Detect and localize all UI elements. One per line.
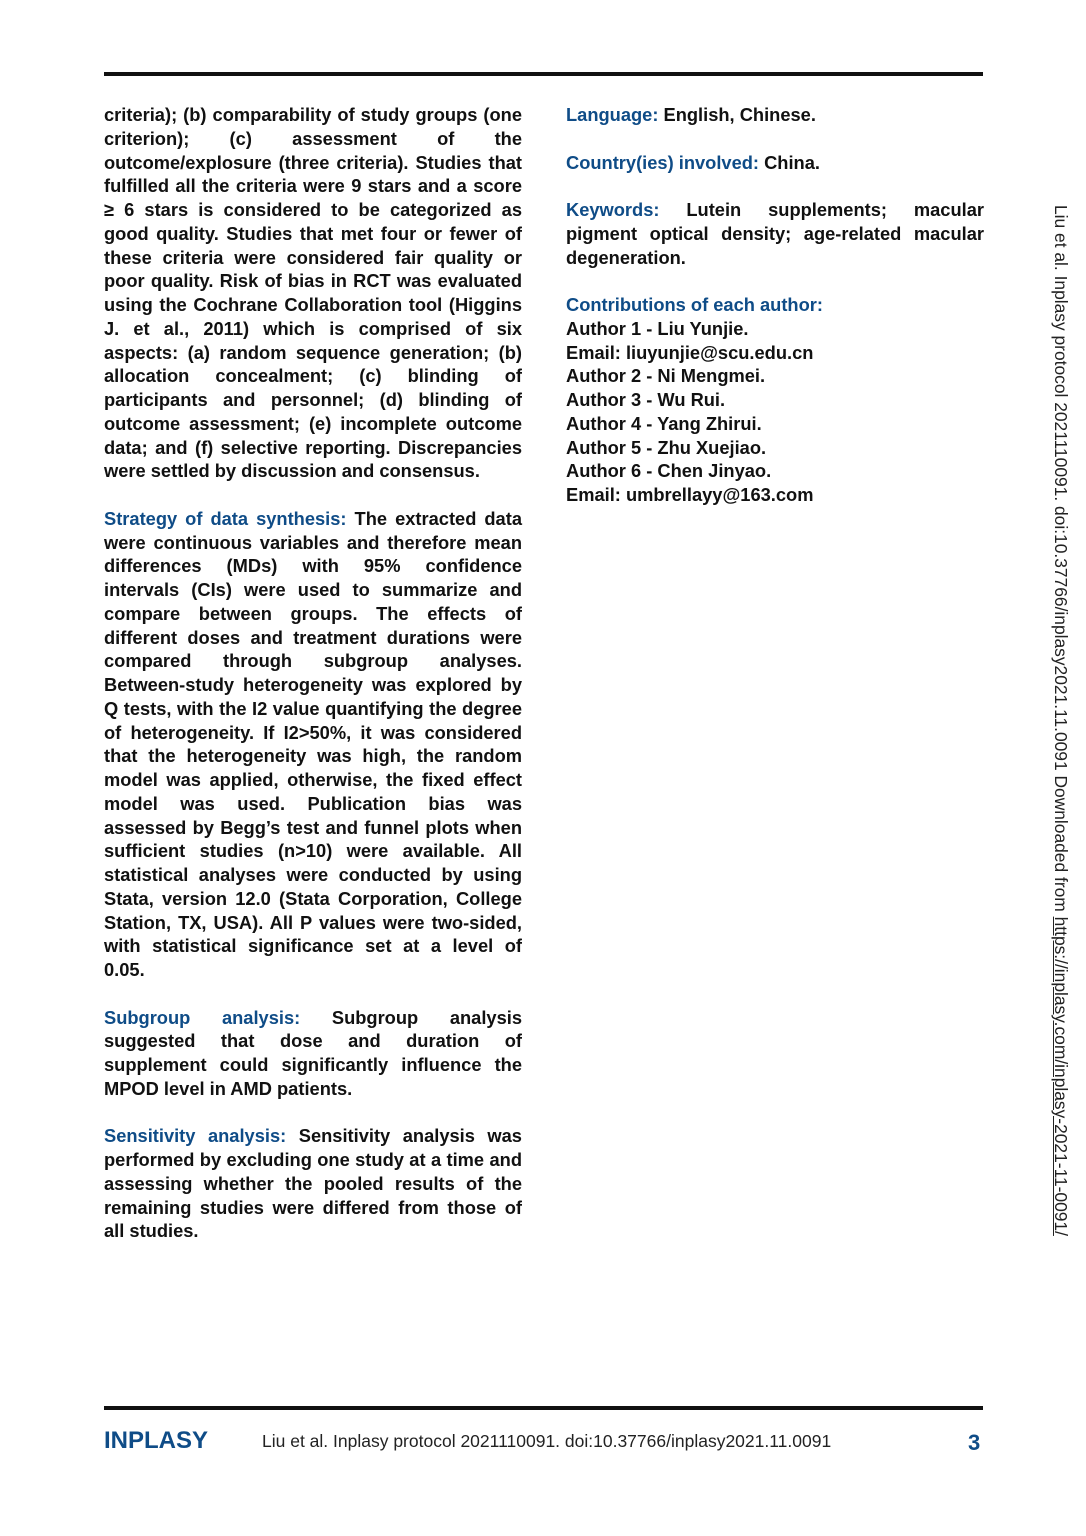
countries-field <box>566 151 984 175</box>
subgroup-analysis-section <box>104 1006 522 1101</box>
language-field <box>566 103 984 127</box>
keywords-field <box>566 198 984 269</box>
countries-label: Country(ies) involved: <box>566 151 759 173</box>
data-synthesis-label: Strategy of data synthesis: <box>104 507 347 529</box>
language-value: English, Chinese. <box>663 104 816 125</box>
footer-brand-logo: INPLASY <box>104 1427 209 1454</box>
author-line: Author 6 - Chen Jinyao. <box>566 460 772 482</box>
left-column <box>104 103 522 1267</box>
sensitivity-analysis-section <box>104 1124 522 1243</box>
data-synthesis-text: The extracted data were continuous variables and therefore mean differences (MDs) with 95% confidence intervals (CIs) were used to summarize and compare between groups. The effects of different doses and treatment durations were compared through subgroup analyses. Between-study heterogeneity was explored by Q tests, with the I2 value quantifying the degree of heterogeneity. If I2>50%, it was considered that the heterogeneity was high, the random model was applied, otherwise, the fixed effect model was used. Publication bias was assessed by Begg’s test and funnel plots when sufficient studies (n>10) were available. All statistical analyses were conducted by using Stata, version 12.0 (Stata Corporation, College Station, TX, USA). All P values were two-sided, with statistical significance set at a level of 0.05. <box>104 507 522 980</box>
author-line: Author 5 - Zhu Xuejiao. <box>566 436 767 458</box>
author-line: Author 2 - Ni Mengmei. <box>566 365 766 387</box>
side-note-url-link[interactable]: https://inplasy.com/inplasy-2021-11-0091/ <box>1051 916 1071 1236</box>
subgroup-analysis-text: Subgroup analysis suggested that dose and duration of supplement could significantly influence the MPOD level in AMD patients. <box>104 1006 522 1099</box>
language-label: Language: <box>566 104 659 125</box>
author-email: Email: liuyunjie@scu.edu.cn <box>566 341 814 363</box>
page-number: 3 <box>968 1430 981 1455</box>
keywords-value: Lutein supplements; macular pigment optical density; age-related macular degeneration. <box>566 199 984 268</box>
sensitivity-analysis-label: Sensitivity analysis: <box>104 1125 287 1147</box>
footer-rule <box>104 1406 983 1410</box>
author-line: Author 1 - Liu Yunjie. <box>566 317 749 339</box>
keywords-label: Keywords: <box>566 199 660 220</box>
side-note-text: Liu et al. Inplasy protocol 2021110091. doi:10.37766/inplasy2021.11.0091 Downloaded from <box>1051 205 1071 917</box>
contributions-section <box>566 293 984 507</box>
footer-citation: Liu et al. Inplasy protocol 2021110091. doi:10.37766/inplasy2021.11.0091 <box>262 1431 832 1451</box>
quality-assessment-paragraph: criteria); (b) comparability of study groups (one criterion); (c) assessment of the outcome/explosure (three criteria). Studies that fulfilled all the criteria were 9 stars and a score ≥ 6 stars is considered to be categorized as good quality. Studies that met four or fewer of these criteria were considered fair quality or poor quality. Risk of bias in RCT was evaluated using the Cochrane Collaboration tool (Higgins J. et al., 2011) which is comprised of six aspects: (a) random sequence generation; (b) allocation concealment; (c) blinding of participants and personnel; (d) blinding of outcome assessment; (e) incomplete outcome data; and (f) selective reporting. Discrepancies were settled by discussion and consensus. <box>104 104 522 482</box>
side-download-note <box>1050 205 1071 1236</box>
author-line: Author 3 - Wu Rui. <box>566 389 726 410</box>
countries-value: China. <box>764 151 820 173</box>
sensitivity-analysis-text: Sensitivity analysis was performed by excluding one study at a time and assessing whether the pooled results of the remaining studies were differed from those of all studies. <box>104 1125 522 1242</box>
subgroup-analysis-label: Subgroup analysis: <box>104 1006 301 1028</box>
right-column <box>566 103 984 531</box>
contributions-label: Contributions of each author: <box>566 294 823 315</box>
author-line: Author 4 - Yang Zhirui. <box>566 412 762 434</box>
header-rule <box>104 72 983 76</box>
data-synthesis-section <box>104 507 522 982</box>
author-email: Email: umbrellayy@163.com <box>566 484 814 505</box>
